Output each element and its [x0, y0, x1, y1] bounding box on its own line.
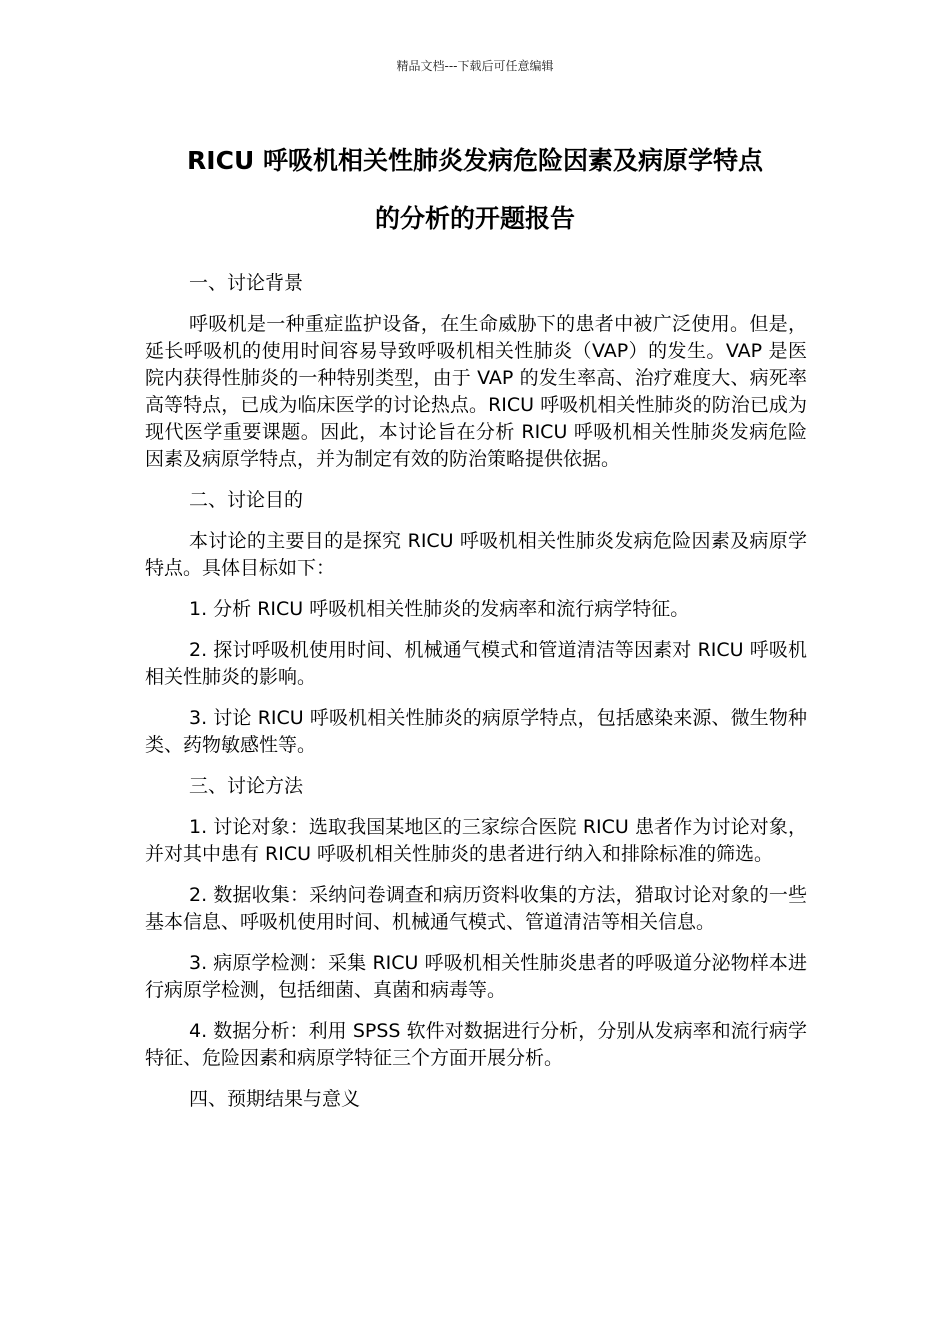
list-item: 3. 讨论 RICU 呼吸机相关性肺炎的病原学特点，包括感染来源、微生物种类、药物敏感性等。: [145, 707, 807, 756]
section-heading: 四、预期结果与意义: [189, 1088, 361, 1110]
list-item: 1. 讨论对象：选取我国某地区的三家综合医院 RICU 患者作为讨论对象，并对其中患有 RICU 呼吸机相关性肺炎的患者进行纳入和排除标准的筛选。: [145, 816, 807, 865]
list-item: 2. 数据收集：采纳问卷调查和病历资料收集的方法，猎取讨论对象的一些基本信息、呼吸机使用时间、机械通气模式、管道清洁等相关信息。: [145, 884, 807, 933]
paragraph: 呼吸机是一种重症监护设备，在生命威胁下的患者中被广泛使用。但是，延长呼吸机的使用时间容易导致呼吸机相关性肺炎（VAP）的发生。VAP 是医院内获得性肺炎的一种特别类型，由于 VAP 的发生率高、治疗难度大、病死率高等特点，已成为临床医学的讨论热点。RICU 呼吸机相关性肺炎的防治已成为现代医学重要课题。因此，本讨论旨在分析 RICU 呼吸机相关性肺炎发病危险因素及病原学特点，并为制定有效的防治策略提供依据。: [145, 313, 807, 470]
section-heading: 三、讨论方法: [189, 775, 304, 797]
section-heading: 一、讨论背景: [189, 272, 304, 294]
list-item: 2. 探讨呼吸机使用时间、机械通气模式和管道清洁等因素对 RICU 呼吸机相关性肺炎的影响。: [145, 639, 807, 688]
document-body: [145, 270, 807, 1127]
section-heading: 二、讨论目的: [189, 489, 304, 511]
title-line-2: 的分析的开题报告: [374, 204, 575, 233]
paragraph: 本讨论的主要目的是探究 RICU 呼吸机相关性肺炎发病危险因素及病原学特点。具体目标如下：: [145, 530, 807, 579]
title-line-1: RICU 呼吸机相关性肺炎发病危险因素及病原学特点: [187, 146, 763, 175]
page-title: [120, 132, 830, 248]
list-item: 1. 分析 RICU 呼吸机相关性肺炎的发病率和流行病学特征。: [189, 598, 690, 620]
list-item: 3. 病原学检测：采集 RICU 呼吸机相关性肺炎患者的呼吸道分泌物样本进行病原学检测，包括细菌、真菌和病毒等。: [145, 952, 807, 1001]
list-item: 4. 数据分析：利用 SPSS 软件对数据进行分析，分别从发病率和流行病学特征、危险因素和病原学特征三个方面开展分析。: [145, 1020, 807, 1069]
header-note: 精品文档---下载后可任意编辑: [396, 59, 554, 73]
